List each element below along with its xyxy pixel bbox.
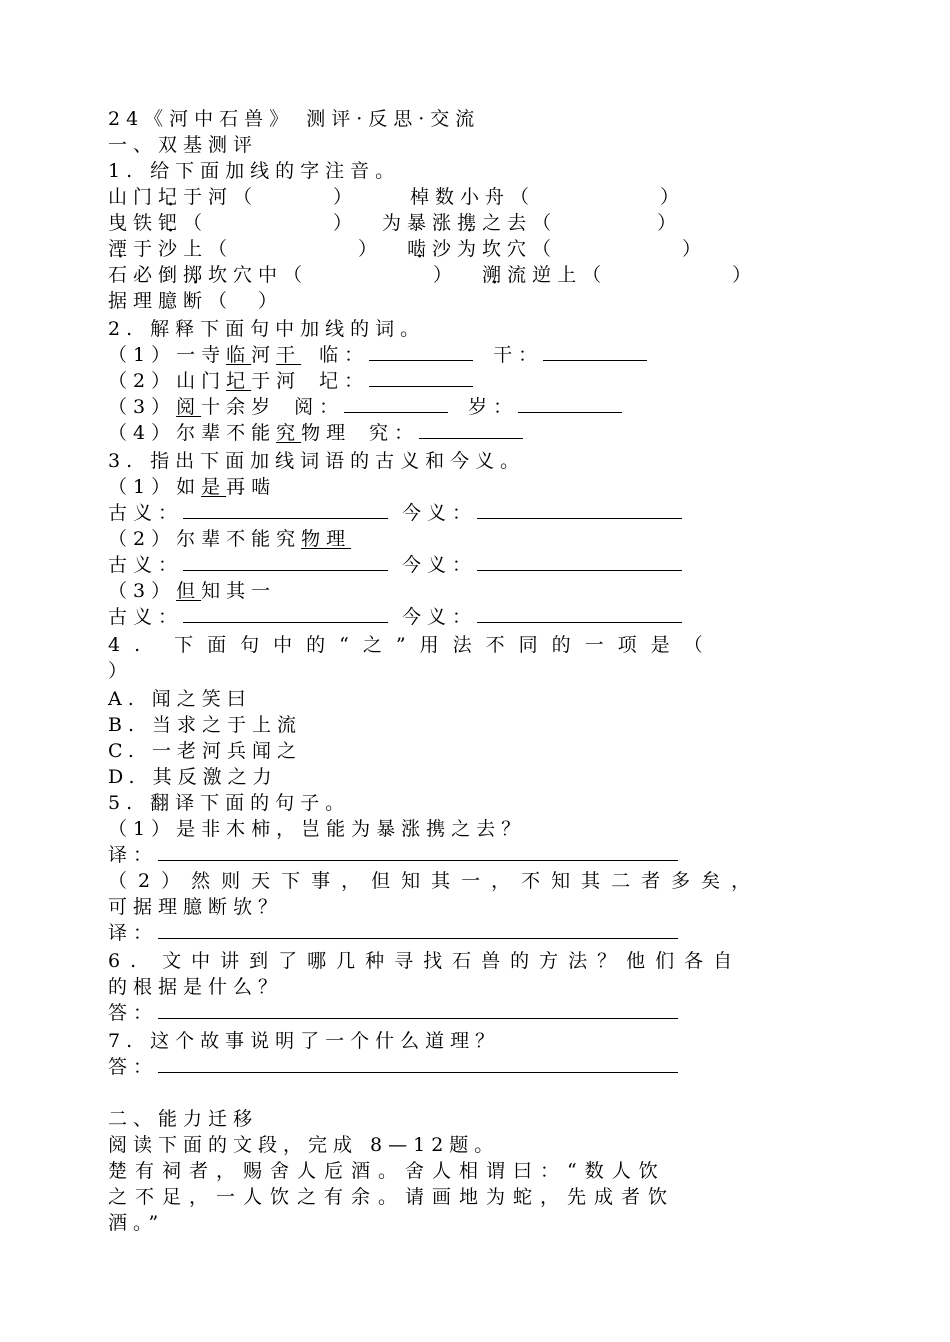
question-2-item-2	[108, 368, 473, 394]
question-3-answer-3	[108, 604, 682, 630]
question-4-option-c[interactable]: C. 一老河兵闻之	[108, 740, 302, 762]
dotted-char: 圮	[158, 186, 184, 208]
text: 十余岁	[201, 396, 277, 418]
question-1-row-4	[108, 262, 757, 288]
section-heading-basic: 一、双基测评	[108, 134, 259, 156]
question-5-answer-2	[108, 920, 678, 946]
answer-blank[interactable]	[158, 1000, 678, 1019]
question-4-option-d[interactable]: D. 其反激之力	[108, 766, 278, 788]
question-6-answer	[108, 1000, 678, 1026]
text: 沙为坎穴（ ）	[432, 238, 708, 260]
text: 坎穴中（ ）	[208, 264, 459, 286]
text: （1）如	[108, 476, 202, 498]
text: 河	[251, 344, 277, 366]
answer-blank[interactable]	[518, 394, 622, 413]
underlined-word: 阅	[176, 396, 202, 418]
question-2-stem: 2. 解释下面句中加线的词。	[108, 318, 426, 340]
dotted-char: 掷	[183, 264, 209, 286]
dotted-char: 钯	[158, 212, 184, 234]
question-3-item-3	[108, 578, 276, 604]
answer-blank[interactable]	[158, 842, 678, 861]
dotted-char: 湮	[108, 238, 134, 260]
answer-blank[interactable]	[344, 394, 448, 413]
underlined-word: 物理	[301, 528, 352, 550]
label: 答：	[108, 1056, 159, 1078]
label: 临：	[319, 344, 370, 366]
label: 今义：	[402, 606, 478, 628]
question-7-stem: 7. 这个故事说明了一个什么道理？	[108, 1030, 501, 1052]
text: 之去（ ）	[482, 212, 683, 234]
text: （3）	[108, 396, 177, 418]
question-1-row-2	[108, 210, 682, 236]
text: 山门	[108, 186, 159, 208]
label: 古义：	[108, 606, 184, 628]
question-6-stem-cont: 的根据是什么？	[108, 976, 284, 998]
question-1-stem: 1. 给下面加线的字注音。	[108, 160, 401, 182]
question-1-row-3	[108, 236, 707, 262]
text: 于沙上（ ）	[133, 238, 384, 260]
text: 棹数小舟（ ）	[410, 186, 686, 208]
text: 于河	[251, 370, 302, 392]
question-4-close: ）	[108, 660, 134, 682]
question-3-answer-1	[108, 500, 682, 526]
dotted-char: 溯	[482, 264, 508, 286]
label: 干：	[493, 344, 544, 366]
text: 为暴涨	[382, 212, 458, 234]
question-3-answer-2	[108, 552, 682, 578]
text: （1）一寺	[108, 344, 227, 366]
label: 古义：	[108, 502, 184, 524]
answer-blank[interactable]	[183, 604, 388, 623]
passage-line-3: 酒。”	[108, 1212, 165, 1234]
question-5-sentence-2: （2）然则天下事，但知其一，不知其二者多矣，	[108, 870, 762, 892]
question-3-item-2	[108, 526, 351, 552]
text: 于河（ ）	[183, 186, 359, 208]
label: 阅：	[294, 396, 345, 418]
label: 译：	[108, 844, 159, 866]
question-5-answer-1	[108, 842, 678, 868]
question-2-item-1	[108, 342, 647, 368]
underlined-word: 干	[276, 344, 302, 366]
question-2-item-3	[108, 394, 622, 420]
text: （ ）	[183, 212, 359, 234]
answer-blank[interactable]	[543, 342, 647, 361]
question-3-stem: 3. 指出下面加线词语的古义和今义。	[108, 450, 526, 472]
text: 流逆上（ ）	[507, 264, 758, 286]
passage-line-2: 之不足，一人饮之有余。请画地为蛇，先成者饮	[108, 1186, 676, 1208]
underlined-word: 临	[226, 344, 252, 366]
label: 今义：	[402, 502, 478, 524]
label: 译：	[108, 922, 159, 944]
answer-blank[interactable]	[183, 500, 388, 519]
section-heading-ability: 二、能力迁移	[108, 1108, 259, 1130]
text: 知其一	[201, 580, 277, 602]
answer-blank[interactable]	[369, 342, 473, 361]
question-4-option-b[interactable]: B. 当求之于上流	[108, 714, 303, 736]
reading-instruction: 阅读下面的文段，完成 8—12题。	[108, 1134, 500, 1156]
text: 再啮	[226, 476, 277, 498]
answer-blank[interactable]	[477, 604, 682, 623]
underlined-word: 圮	[226, 370, 252, 392]
document-title: 24《河中石兽》 测评·反思·交流	[108, 108, 481, 130]
question-4-option-a[interactable]: A. 闻之笑曰	[108, 688, 252, 710]
text: （4）尔辈不能	[108, 422, 277, 444]
label: 今义：	[402, 554, 478, 576]
text: 物理	[301, 422, 352, 444]
question-1-row-5: 据理臆断（ ）	[108, 290, 284, 312]
label: 圮：	[319, 370, 370, 392]
underlined-word: 但	[176, 580, 202, 602]
answer-blank[interactable]	[477, 500, 682, 519]
label: 究：	[369, 422, 420, 444]
question-3-item-1	[108, 474, 276, 500]
text: （3）	[108, 580, 177, 602]
answer-blank[interactable]	[477, 552, 682, 571]
question-5-stem: 5. 翻译下面的句子。	[108, 792, 351, 814]
question-4-stem: 4. 下面句中的“之”用法不同的一项是（	[108, 634, 717, 656]
answer-blank[interactable]	[183, 552, 388, 571]
question-1-row-1	[108, 184, 685, 210]
answer-blank[interactable]	[369, 368, 473, 387]
text: （2）山门	[108, 370, 227, 392]
label: 古义：	[108, 554, 184, 576]
text: （2）尔辈不能究	[108, 528, 302, 550]
text: 曳铁	[108, 212, 159, 234]
answer-blank[interactable]	[158, 1054, 678, 1073]
dotted-char: 携	[457, 212, 483, 234]
label: 岁：	[468, 396, 519, 418]
text: 石必倒	[108, 264, 184, 286]
question-5-sentence-2-cont: 可据理臆断欤？	[108, 896, 284, 918]
underlined-word: 是	[201, 476, 227, 498]
answer-blank[interactable]	[158, 920, 678, 939]
question-7-answer	[108, 1054, 678, 1080]
answer-blank[interactable]	[419, 420, 523, 439]
question-2-item-4	[108, 420, 523, 446]
underlined-word: 究	[276, 422, 302, 444]
passage-line-1: 楚有祠者，赐舍人卮酒。舍人相谓曰：“数人饮	[108, 1160, 666, 1182]
question-5-sentence-1: （1）是非木柿，岂能为暴涨携之去？	[108, 818, 527, 840]
question-6-stem: 6. 文中讲到了哪几种寻找石兽的方法？他们各自	[108, 950, 743, 972]
label: 答：	[108, 1002, 159, 1024]
dotted-char: 啮	[407, 238, 433, 260]
